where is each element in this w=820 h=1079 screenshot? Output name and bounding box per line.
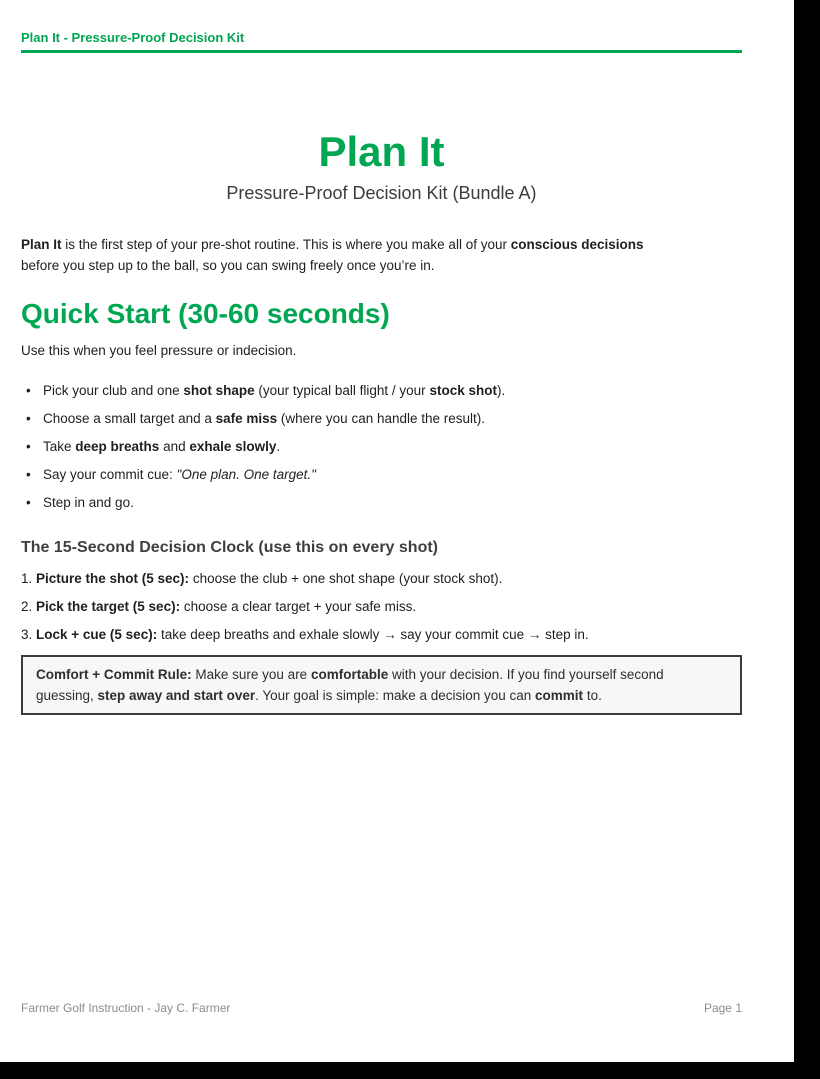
list-item-text: Step in and go. bbox=[43, 495, 134, 510]
list-item-text: Take deep breaths and exhale slowly. bbox=[43, 439, 281, 454]
running-header-title: Plan It - Pressure-Proof Decision Kit bbox=[21, 30, 245, 45]
bullet-icon: • bbox=[26, 467, 31, 482]
comfort-commit-rule-callout: Comfort + Commit Rule: Make sure you are comfortable with your decision. If you find yourself second guessing, step away and start over. Your goal is simple: make a decision you can commit to. bbox=[21, 655, 742, 715]
decision-clock-list bbox=[21, 565, 742, 649]
quick-start-heading: Quick Start (30-60 seconds) bbox=[21, 298, 390, 329]
footer-page-number: Page 1 bbox=[703, 1001, 742, 1015]
numbered-step: 1. Picture the shot (5 sec): choose the club + one shot shape (your stock shot). bbox=[21, 571, 503, 586]
quick-start-bullet-list bbox=[21, 377, 742, 517]
page-subtitle: Pressure-Proof Decision Kit (Bundle A) bbox=[226, 183, 537, 203]
bullet-icon: • bbox=[26, 439, 31, 454]
bullet-icon: • bbox=[26, 411, 31, 426]
page-title: Plan It bbox=[318, 128, 445, 175]
bullet-icon: • bbox=[26, 495, 31, 510]
page-footer bbox=[21, 1001, 742, 1016]
decision-clock-heading: The 15-Second Decision Clock (use this on every shot) bbox=[21, 539, 438, 556]
list-item bbox=[21, 433, 742, 461]
numbered-step: 2. Pick the target (5 sec): choose a clear target + your safe miss. bbox=[21, 599, 417, 614]
list-item bbox=[21, 489, 742, 517]
running-header bbox=[21, 0, 742, 53]
list-item-text: Pick your club and one shot shape (your typical ball flight / your stock shot). bbox=[43, 383, 506, 398]
list-item bbox=[21, 377, 742, 405]
list-item-text: Say your commit cue: "One plan. One target." bbox=[43, 467, 316, 482]
bullet-icon: • bbox=[26, 383, 31, 398]
list-item-text: Choose a small target and a safe miss (where you can handle the result). bbox=[43, 411, 486, 426]
list-item bbox=[21, 405, 742, 433]
list-item bbox=[21, 461, 742, 489]
header-rule bbox=[21, 50, 742, 53]
footer-author: Farmer Golf Instruction - Jay C. Farmer bbox=[21, 1001, 231, 1015]
numbered-step: 3. Lock + cue (5 sec): take deep breaths and exhale slowly → say your commit cue → step in. bbox=[21, 627, 589, 642]
intro-paragraph: Plan It is the first step of your pre-shot routine. This is where you make all of your conscious decisions before you step up to the ball, so you can swing freely once you’re in. bbox=[21, 237, 644, 273]
quick-start-lead: Use this when you feel pressure or indecision. bbox=[21, 343, 297, 358]
